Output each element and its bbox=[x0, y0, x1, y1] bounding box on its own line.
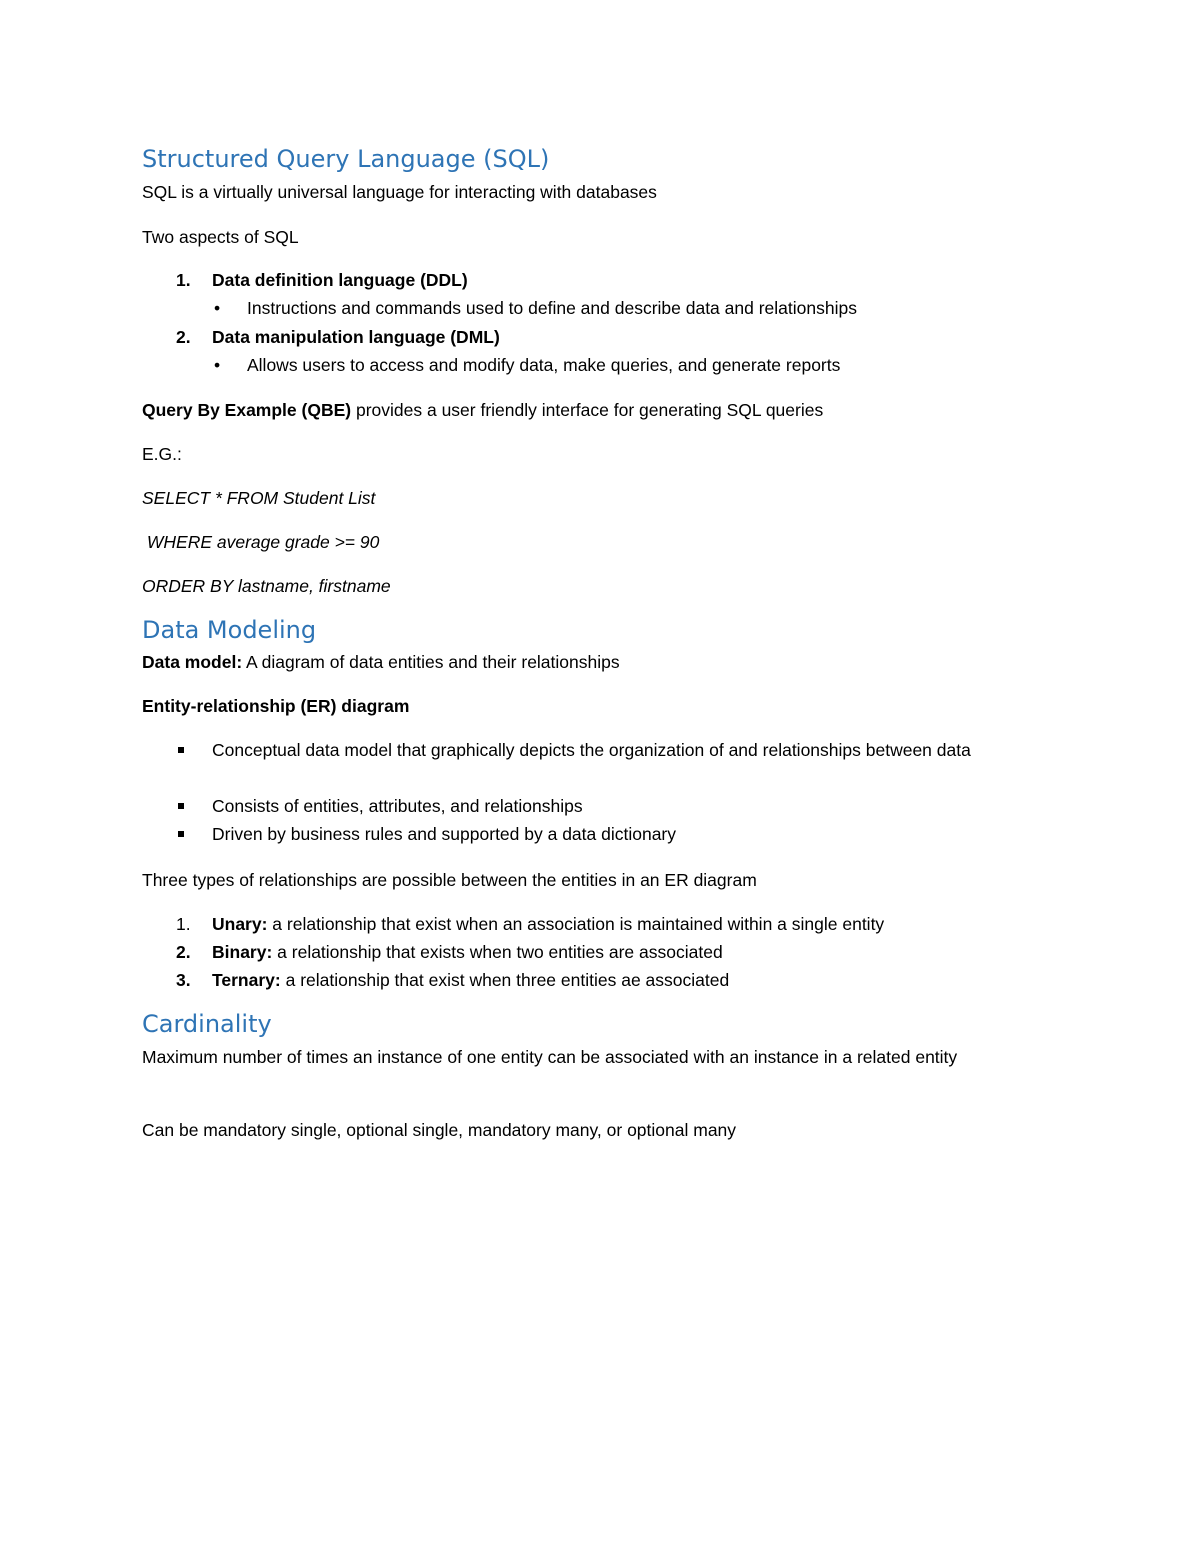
list-item bbox=[212, 968, 729, 992]
aspects-label: Two aspects of SQL bbox=[142, 227, 299, 247]
type-description: a relationship that exist when three entities ae associated bbox=[280, 970, 730, 990]
qbe-paragraph bbox=[142, 398, 823, 422]
data-model-description: A diagram of data entities and their relationships bbox=[242, 652, 620, 672]
list-number: 2. bbox=[176, 942, 191, 962]
relationship-types-intro: Three types of relationships are possible between the entities in an ER diagram bbox=[142, 870, 757, 890]
square-bullet-icon bbox=[178, 831, 184, 837]
eg-label: E.G.: bbox=[142, 444, 182, 464]
list-item bbox=[212, 912, 884, 936]
cardinality-options: Can be mandatory single, optional single, mandatory many, or optional many bbox=[142, 1120, 737, 1140]
list-number: 1. bbox=[176, 270, 191, 290]
er-bullet-list bbox=[142, 736, 1042, 856]
qbe-description: provides a user friendly interface for generating SQL queries bbox=[351, 400, 824, 420]
aspect-title: Data manipulation language (DML) bbox=[212, 327, 500, 347]
bullet-dot-icon: • bbox=[214, 298, 221, 318]
square-bullet-icon bbox=[178, 747, 184, 753]
aspect-title: Data definition language (DDL) bbox=[212, 270, 468, 290]
data-modeling-heading: Data Modeling bbox=[142, 616, 317, 644]
sql-example-line: ORDER BY lastname, firstname bbox=[142, 576, 391, 596]
sql-example-line: SELECT * FROM Student List bbox=[142, 488, 376, 508]
list-number: 2. bbox=[176, 327, 191, 347]
list-item: Driven by business rules and supported by a data dictionary bbox=[212, 824, 677, 844]
list-number: 1. bbox=[176, 914, 191, 934]
square-bullet-icon bbox=[178, 803, 184, 809]
er-diagram-heading: Entity-relationship (ER) diagram bbox=[142, 696, 410, 716]
list-number: 3. bbox=[176, 970, 191, 990]
aspect-item-ddl bbox=[142, 268, 1042, 324]
type-description: a relationship that exist when an association is maintained within a single entity bbox=[267, 914, 885, 934]
qbe-term: Query By Example (QBE) bbox=[142, 400, 352, 420]
type-name: Unary: bbox=[212, 914, 268, 934]
sql-heading: Structured Query Language (SQL) bbox=[142, 145, 550, 173]
bullet-dot-icon: • bbox=[214, 355, 221, 375]
aspect-item-dml bbox=[142, 325, 1042, 381]
aspect-detail: Instructions and commands used to define and describe data and relationships bbox=[247, 298, 857, 318]
cardinality-definition: Maximum number of times an instance of one entity can be associated with an instance in a related entity bbox=[142, 1047, 958, 1067]
sql-example-line: WHERE average grade >= 90 bbox=[142, 532, 380, 552]
list-item: Consists of entities, attributes, and relationships bbox=[212, 796, 583, 816]
sql-intro: SQL is a virtually universal language for interacting with databases bbox=[142, 182, 657, 202]
list-item: Conceptual data model that graphically depicts the organization of and relationships between data bbox=[212, 740, 971, 760]
data-model-term: Data model: bbox=[142, 652, 243, 672]
type-name: Ternary: bbox=[212, 970, 281, 990]
list-item bbox=[212, 940, 723, 964]
aspect-detail: Allows users to access and modify data, make queries, and generate reports bbox=[247, 355, 841, 375]
type-name: Binary: bbox=[212, 942, 273, 962]
data-model-definition bbox=[142, 650, 620, 674]
relationship-types-list bbox=[142, 912, 1042, 996]
cardinality-heading: Cardinality bbox=[142, 1010, 272, 1038]
type-description: a relationship that exists when two entities are associated bbox=[272, 942, 723, 962]
